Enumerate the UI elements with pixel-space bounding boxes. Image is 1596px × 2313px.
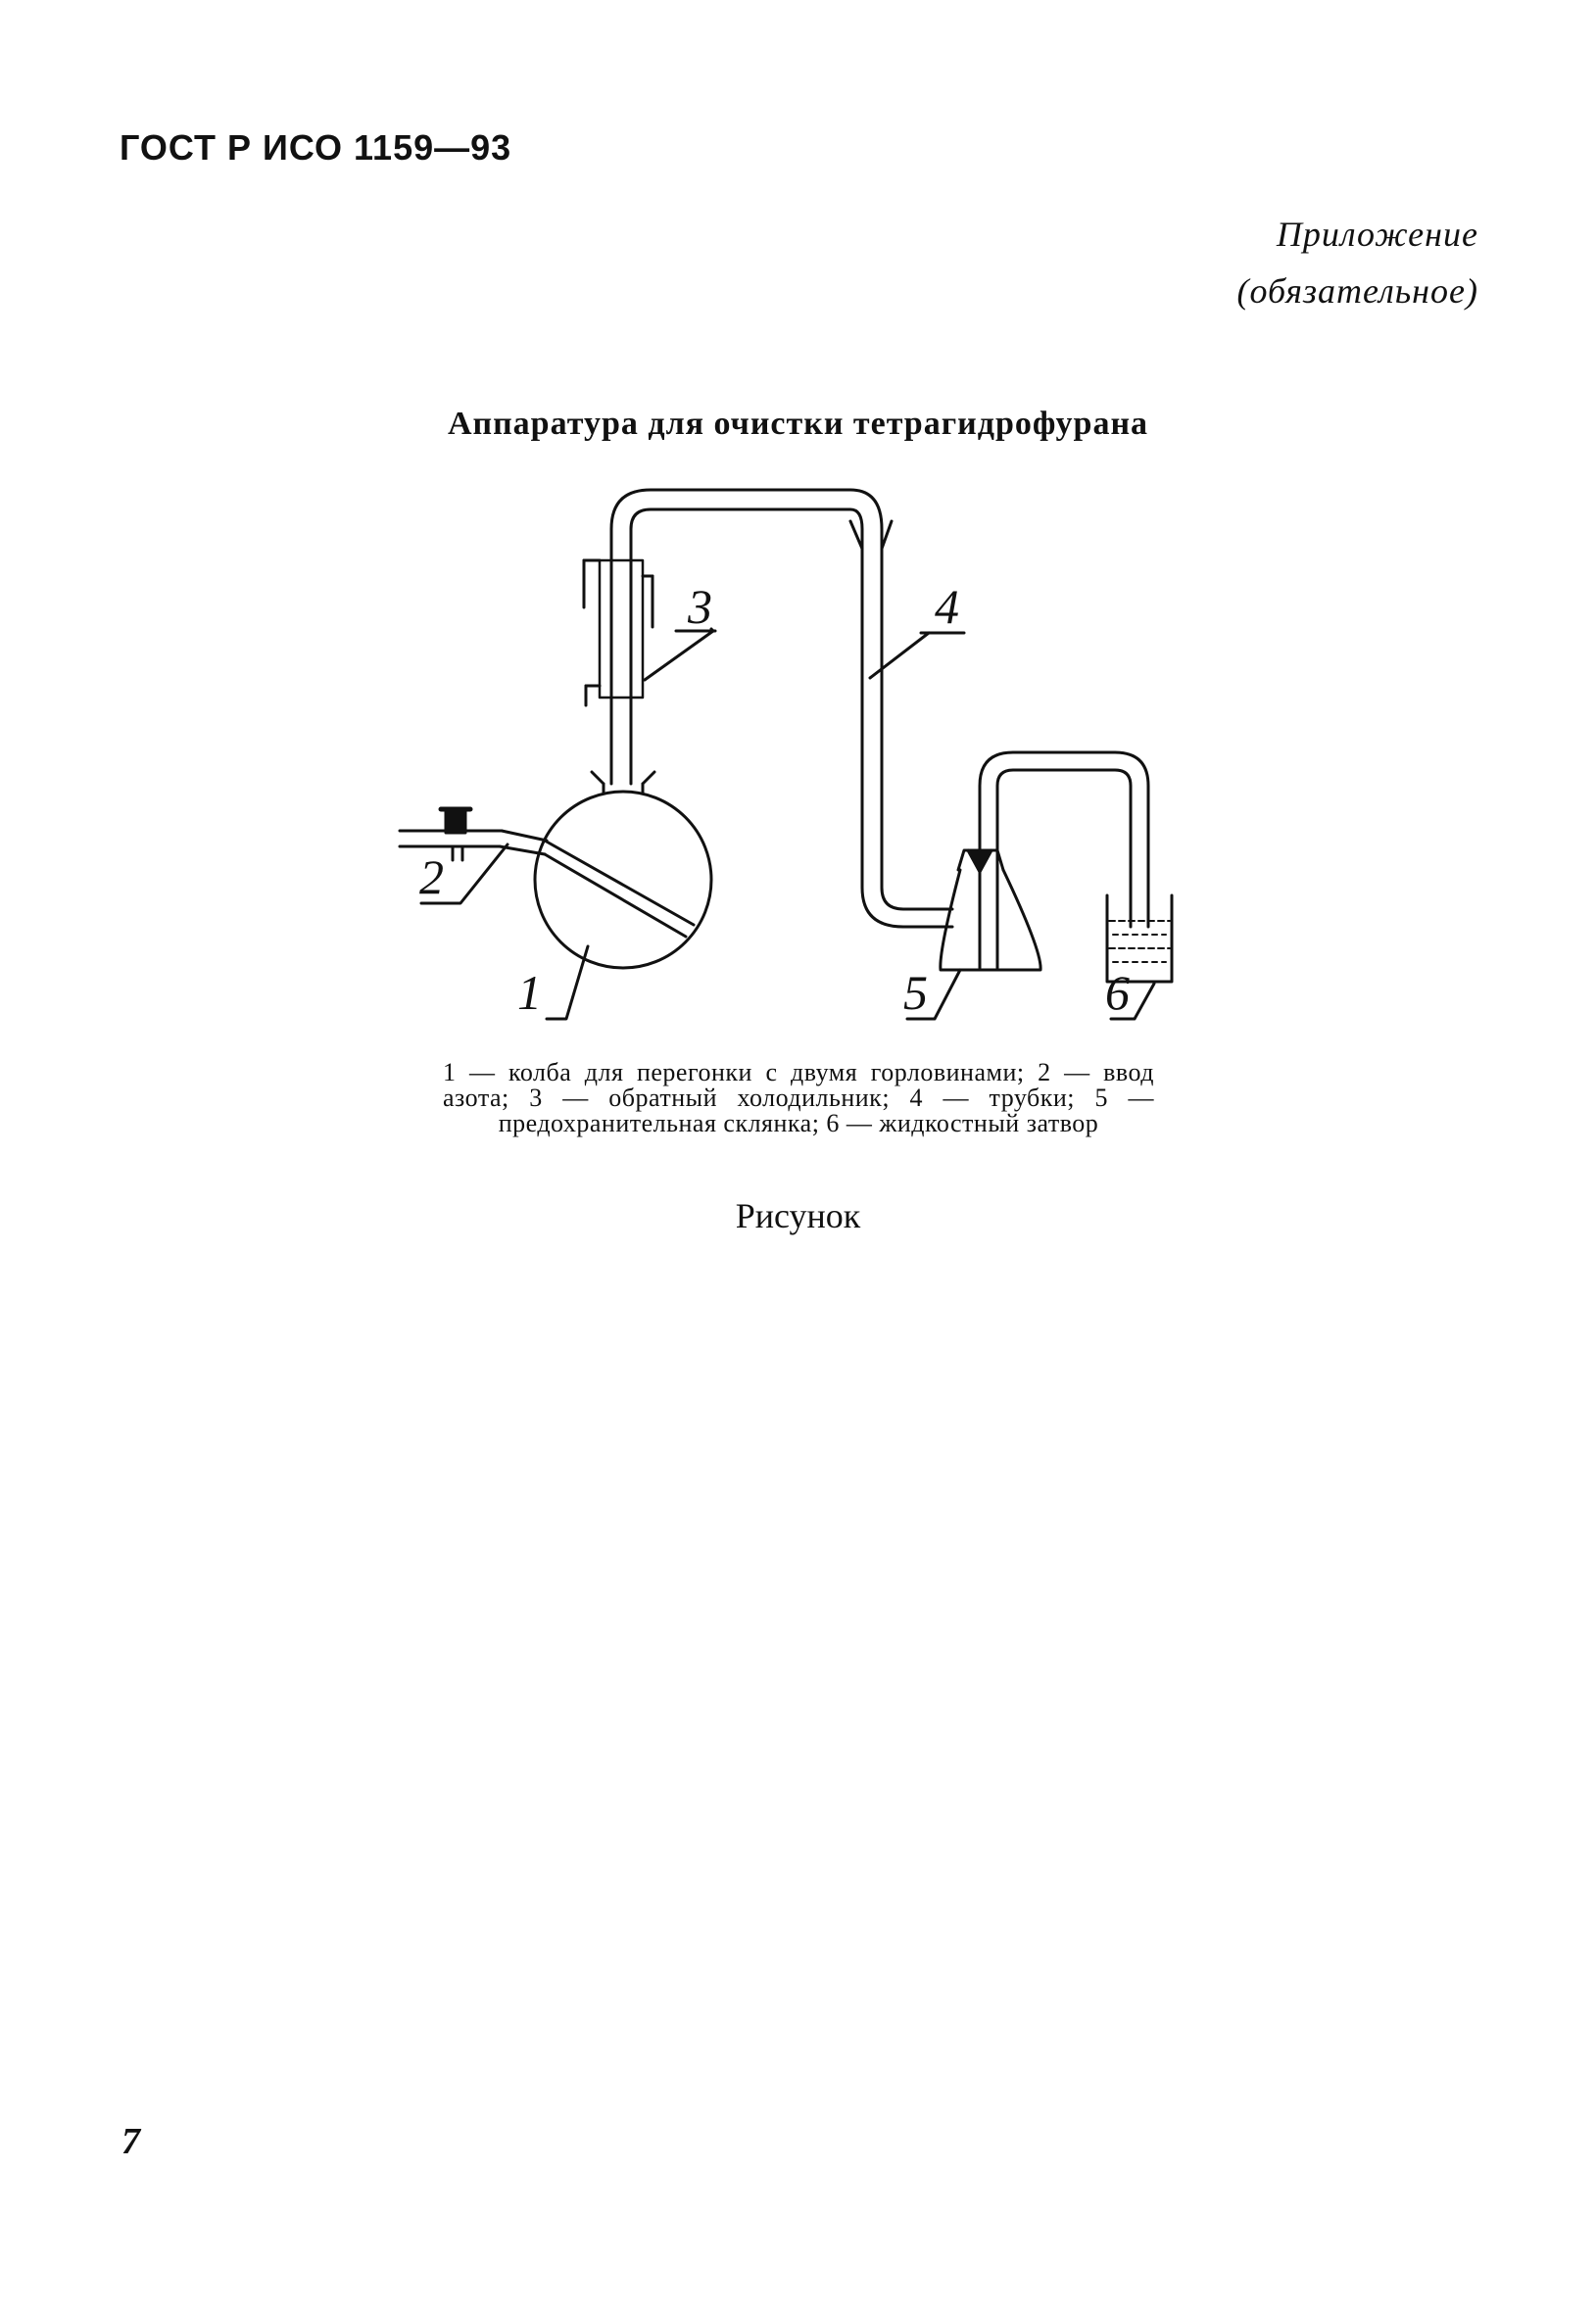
transfer-tube-upper bbox=[611, 490, 952, 927]
label-liquid-seal: 6 bbox=[1105, 965, 1130, 1020]
reflux-condenser bbox=[584, 529, 653, 784]
label-safety-bottle: 5 bbox=[903, 965, 928, 1020]
appendix-title: Приложение bbox=[1276, 215, 1478, 254]
distillation-flask bbox=[535, 772, 711, 968]
document-header: ГОСТ Р ИСО 1159—93 bbox=[120, 127, 512, 168]
label-flask: 1 bbox=[517, 965, 542, 1020]
label-leaders bbox=[421, 629, 1154, 1019]
figure-title: Аппаратура для очистки тетрагидрофурана bbox=[447, 406, 1149, 442]
figure-label: Рисунок bbox=[735, 1196, 861, 1235]
figure-caption: 1 — колба для перегонки с двумя горловинами; 2 — ввод азота; 3 — обратный холодильник; 4 — трубки; 5 — предохранительная склянка; 6 — жидкостный затвор bbox=[443, 1058, 1154, 1137]
label-nitrogen-inlet: 2 bbox=[419, 849, 444, 904]
label-condenser: 3 bbox=[688, 579, 712, 634]
apparatus-diagram bbox=[0, 0, 1596, 1058]
appendix-status: (обязательное) bbox=[1236, 271, 1478, 311]
safety-bottle bbox=[941, 752, 1148, 970]
page-number: 7 bbox=[121, 2121, 140, 2162]
label-tubes: 4 bbox=[935, 579, 959, 634]
